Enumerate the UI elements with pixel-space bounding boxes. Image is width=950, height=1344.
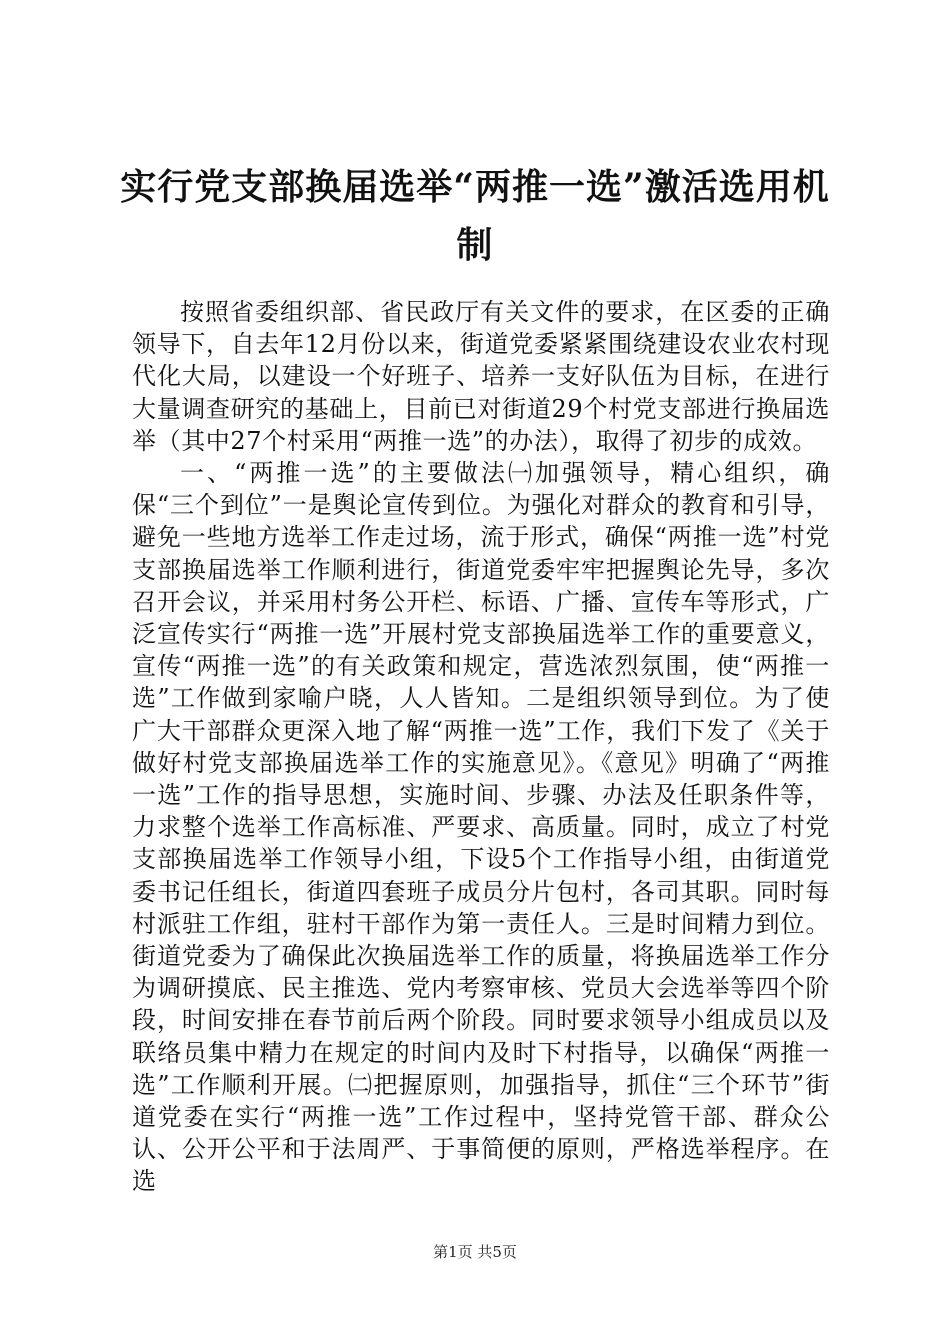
document-body — [132, 296, 830, 1198]
document-title: 实行党支部换届选举“两推一选”激活选用机制 — [120, 166, 830, 266]
paragraph-intro: 按照省委组织部、省民政厅有关文件的要求，在区委的正确领导下，自去年12月份以来，街道党委紧紧围绕建设农业农村现代化大局，以建设一个好班子、培养一支好队伍为目标，在进行大量调查研究的基础上，目前已对街道29个村党支部进行换届选举（其中27个村采用“两推一选”的办法），取得了初步的成效。 — [132, 298, 830, 455]
paragraph-main-practices: 一、“两推一选”的主要做法㈠加强领导，精心组织，确保“三个到位”一是舆论宣传到位。为强化对群众的教育和引导，避免一些地方选举工作走过场，流于形式，确保“两推一选”村党支部换届选举工作顺利进行，街道党委牢牢把握舆论先导，多次召开会议，并采用村务公开栏、标语、广播、宣传车等形式，广泛宣传实行“两推一选”开展村党支部换届选举工作的重要意义，宣传“两推一选”的有关政策和规定，营选浓烈氛围，使“两推一选”工作做到家喻户晓，人人皆知。二是组织领导到位。为了使广大干部群众更深入地了解“两推一选”工作，我们下发了《关于做好村党支部换届选举工作的实施意见》。《意见》明确了“两推一选”工作的指导思想，实施时间、步骤、办法及任职条件等，力求整个选举工作高标准、严要求、高质量。同时，成立了村党支部换届选举工作领导小组，下设5个工作指导小组，由街道党委书记任组长，街道四套班子成员分片包村，各司其职。同时每村派驻工作组，驻村干部作为第一责任人。三是时间精力到位。街道党委为了确保此次换届选举工作的质量，将换届选举工作分为调研摸底、民主推选、党内考察审核、党员大会选举等四个阶段，时间安排在春节前后两个阶段。同时要求领导小组成员以及联络员集中精力在规定的时间内及时下村指导，以确保“两推一选”工作顺利开展。㈡把握原则，加强指导，抓住“三个环节”街道党委在实行“两推一选”工作过程中，坚持党管干部、群众公认、公开公平和于法周严、于事简便的原则，严格选举程序。在选 — [132, 459, 830, 1196]
page-footer: 第1页 共5页 — [433, 1243, 517, 1261]
